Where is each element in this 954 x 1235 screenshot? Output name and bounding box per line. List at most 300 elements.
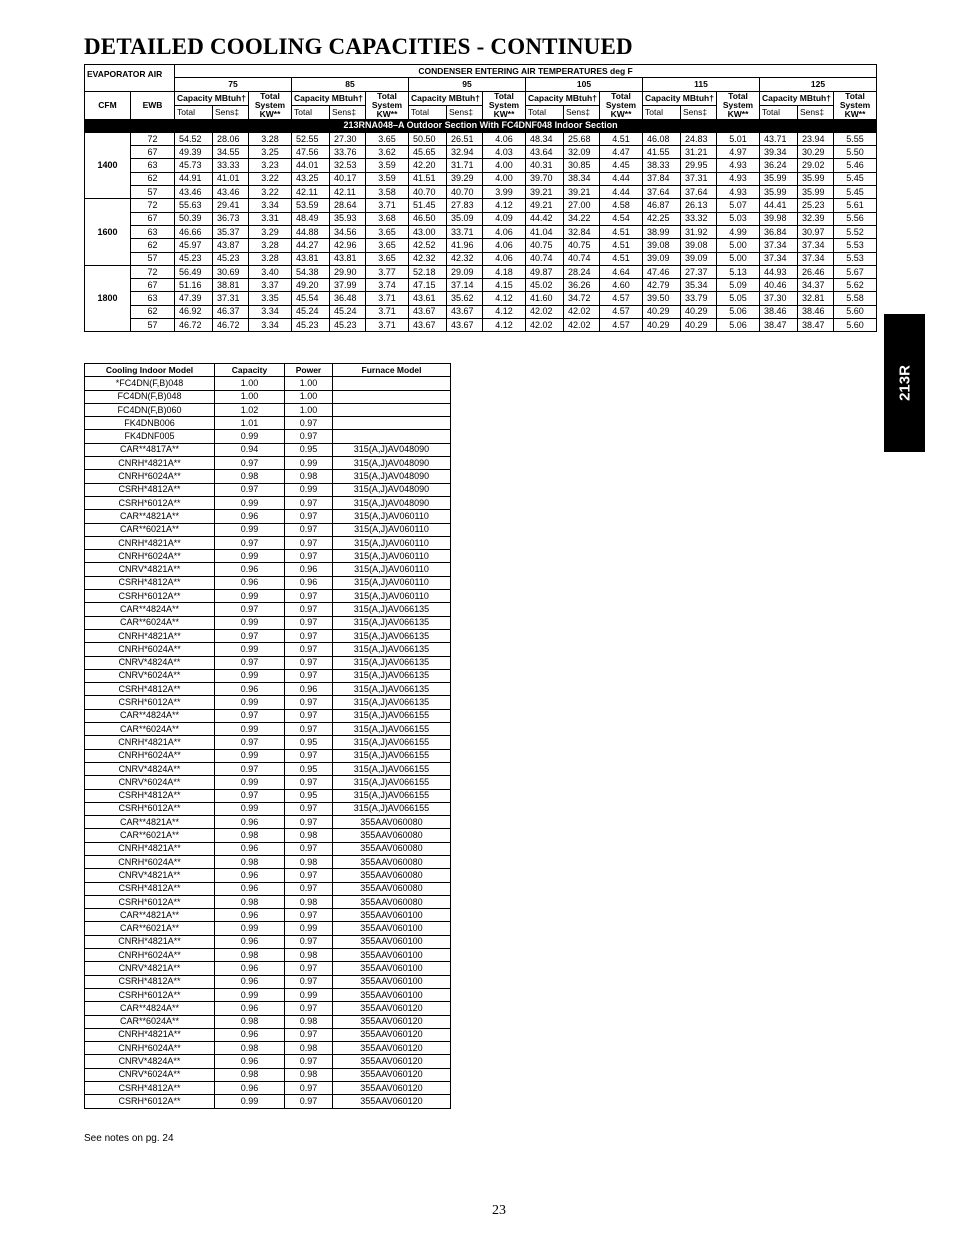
value-cell: 43.81: [292, 252, 330, 265]
value-cell: 37.64: [681, 186, 717, 199]
value-cell: 38.47: [760, 319, 798, 332]
value-cell: 38.81: [213, 279, 249, 292]
model-cell: 315(A,J)AV060110: [333, 523, 451, 536]
value-cell: 3.68: [366, 212, 409, 225]
ewb-cell: 63: [131, 292, 175, 305]
value-cell: 4.60: [600, 279, 643, 292]
value-cell: 3.22: [249, 172, 292, 185]
model-cell: CSRH*4812A**: [85, 789, 215, 802]
value-cell: 42.02: [564, 319, 600, 332]
value-cell: 38.46: [798, 305, 834, 318]
value-cell: 27.37: [681, 265, 717, 278]
model-cell: 0.96: [215, 1002, 285, 1015]
model-cell: 355AAV060100: [333, 975, 451, 988]
model-cell: 0.98: [285, 949, 333, 962]
model-cell: 0.97: [285, 496, 333, 509]
model-cell: 0.96: [215, 576, 285, 589]
model-cell: 0.97: [285, 643, 333, 656]
model-cell: 0.98: [285, 895, 333, 908]
model-cell: 0.96: [215, 1055, 285, 1068]
value-cell: 4.00: [483, 159, 526, 172]
model-cell: FK4DNB006: [85, 417, 215, 430]
value-cell: 3.25: [249, 146, 292, 159]
total-system-kw-header: Total System KW**: [249, 91, 292, 119]
model-cell: CSRH*4812A**: [85, 483, 215, 496]
value-cell: 4.54: [600, 212, 643, 225]
table-row: [85, 643, 451, 656]
model-cell: 0.99: [285, 988, 333, 1001]
value-cell: 42.02: [526, 305, 564, 318]
model-cell: 0.98: [215, 1042, 285, 1055]
value-cell: 4.51: [600, 239, 643, 252]
table-row: [85, 199, 877, 212]
model-cell: [333, 390, 451, 403]
sens-header: Sens‡: [564, 105, 600, 119]
ewb-cell: 72: [131, 199, 175, 212]
temperature-header-row: [85, 78, 877, 91]
table-row: [85, 159, 877, 172]
value-cell: 46.37: [213, 305, 249, 318]
value-cell: 3.22: [249, 186, 292, 199]
model-cell: 355AAV060120: [333, 1068, 451, 1081]
value-cell: 5.58: [834, 292, 877, 305]
ewb-cell: 67: [131, 279, 175, 292]
model-cell: 0.97: [285, 629, 333, 642]
value-cell: 3.62: [366, 146, 409, 159]
section-title: 213RNA048–A Outdoor Section With FC4DNF048 Indoor Section: [85, 119, 877, 132]
value-cell: 38.47: [798, 319, 834, 332]
value-cell: 4.06: [483, 225, 526, 238]
value-cell: 53.59: [292, 199, 330, 212]
value-cell: 3.23: [249, 159, 292, 172]
value-cell: 3.99: [483, 186, 526, 199]
model-cell: 0.96: [215, 935, 285, 948]
model-cell: 0.97: [285, 909, 333, 922]
model-cell: 315(A,J)AV066135: [333, 603, 451, 616]
value-cell: 42.02: [564, 305, 600, 318]
model-cell: 0.97: [285, 749, 333, 762]
value-cell: 3.77: [366, 265, 409, 278]
model-cell: 0.96: [285, 563, 333, 576]
model-cell: 0.98: [215, 1015, 285, 1028]
value-cell: 3.34: [249, 319, 292, 332]
table-row: [85, 842, 451, 855]
table-row: [85, 225, 877, 238]
model-cell: 0.97: [285, 603, 333, 616]
model-cell: 0.97: [215, 709, 285, 722]
value-cell: 39.09: [681, 252, 717, 265]
value-cell: 25.23: [798, 199, 834, 212]
value-cell: 43.00: [409, 225, 447, 238]
total-header: Total: [175, 105, 213, 119]
value-cell: 4.18: [483, 265, 526, 278]
value-cell: 3.59: [366, 159, 409, 172]
model-cell: 0.98: [285, 1042, 333, 1055]
value-cell: 43.67: [447, 319, 483, 332]
model-cell: 0.96: [285, 683, 333, 696]
model-cell: 315(A,J)AV048090: [333, 496, 451, 509]
value-cell: 3.58: [366, 186, 409, 199]
ewb-header: EWB: [131, 91, 175, 119]
model-cell: 315(A,J)AV066135: [333, 696, 451, 709]
value-cell: 3.28: [249, 252, 292, 265]
model-cell: 0.96: [285, 576, 333, 589]
value-cell: 46.92: [175, 305, 213, 318]
table-row: [85, 132, 877, 145]
table-row: [85, 696, 451, 709]
model-cell: CNRH*6024A**: [85, 470, 215, 483]
value-cell: 27.00: [564, 199, 600, 212]
value-cell: 32.09: [564, 146, 600, 159]
model-cell: 0.97: [215, 656, 285, 669]
table-row: [85, 430, 451, 443]
value-cell: 5.67: [834, 265, 877, 278]
model-cell: 315(A,J)AV060110: [333, 510, 451, 523]
model-cell: 1.00: [285, 377, 333, 390]
table-row: [85, 239, 877, 252]
ewb-cell: 67: [131, 212, 175, 225]
value-cell: 41.96: [447, 239, 483, 252]
capacity-header: Capacity MBtuh†: [526, 91, 600, 105]
model-cell: 0.99: [285, 457, 333, 470]
model-cell: 0.97: [215, 629, 285, 642]
model-cell: 315(A,J)AV066155: [333, 736, 451, 749]
model-cell: 355AAV060080: [333, 855, 451, 868]
value-cell: 3.34: [249, 305, 292, 318]
model-cell: 0.97: [215, 483, 285, 496]
table-row: [85, 1095, 451, 1108]
model-cell: 0.97: [215, 536, 285, 549]
model-cell: 315(A,J)AV066135: [333, 629, 451, 642]
model-cell: *FC4DN(F,B)048: [85, 377, 215, 390]
value-cell: 3.35: [249, 292, 292, 305]
value-cell: 4.57: [600, 319, 643, 332]
model-cell: 355AAV060100: [333, 962, 451, 975]
value-cell: 4.57: [600, 292, 643, 305]
table-row: [85, 1028, 451, 1041]
side-tab-label: 213R: [896, 365, 913, 401]
section-title-row: [85, 119, 877, 132]
model-cell: CNRH*6024A**: [85, 855, 215, 868]
table-row: [85, 470, 451, 483]
model-cell: CAR**6024A**: [85, 616, 215, 629]
value-cell: 5.05: [717, 292, 760, 305]
value-cell: 45.97: [175, 239, 213, 252]
model-cell: 0.96: [215, 869, 285, 882]
table-row: [85, 212, 877, 225]
model-cell: CNRH*4821A**: [85, 736, 215, 749]
value-cell: 45.23: [213, 252, 249, 265]
value-cell: 44.41: [760, 199, 798, 212]
model-cell: 0.97: [285, 935, 333, 948]
value-cell: 46.66: [175, 225, 213, 238]
model-cell: 355AAV060120: [333, 1082, 451, 1095]
value-cell: 44.91: [175, 172, 213, 185]
value-cell: 35.99: [760, 186, 798, 199]
value-cell: 34.37: [798, 279, 834, 292]
value-cell: 5.62: [834, 279, 877, 292]
model-cell: 0.97: [285, 417, 333, 430]
model-cell: CNRH*4821A**: [85, 457, 215, 470]
value-cell: 4.47: [600, 146, 643, 159]
model-cell: 0.98: [215, 949, 285, 962]
value-cell: 5.53: [834, 252, 877, 265]
model-cell: 0.97: [285, 536, 333, 549]
model-cell: 0.96: [215, 909, 285, 922]
value-cell: 3.34: [249, 199, 292, 212]
model-cell: 0.97: [285, 869, 333, 882]
value-cell: 4.97: [717, 146, 760, 159]
value-cell: 43.61: [409, 292, 447, 305]
value-cell: 4.93: [717, 159, 760, 172]
value-cell: 45.65: [409, 146, 447, 159]
value-cell: 4.12: [483, 292, 526, 305]
model-cell: CAR**6024A**: [85, 723, 215, 736]
value-cell: 30.29: [798, 146, 834, 159]
value-cell: 3.37: [249, 279, 292, 292]
value-cell: 37.31: [213, 292, 249, 305]
model-column-header: Capacity: [215, 364, 285, 377]
model-cell: 355AAV060120: [333, 1028, 451, 1041]
model-cell: 0.99: [215, 523, 285, 536]
capacity-header: Capacity MBtuh†: [760, 91, 834, 105]
value-cell: 42.32: [447, 252, 483, 265]
model-cell: 0.97: [285, 975, 333, 988]
model-cell: 0.96: [215, 683, 285, 696]
value-cell: 43.67: [409, 305, 447, 318]
table-row: [85, 669, 451, 682]
value-cell: 55.63: [175, 199, 213, 212]
value-cell: 47.15: [409, 279, 447, 292]
value-cell: 34.72: [564, 292, 600, 305]
page-title: DETAILED COOLING CAPACITIES - CONTINUED: [84, 34, 633, 59]
value-cell: 48.49: [292, 212, 330, 225]
model-cell: 315(A,J)AV066155: [333, 802, 451, 815]
ewb-cell: 72: [131, 132, 175, 145]
model-cell: 355AAV060120: [333, 1015, 451, 1028]
ewb-cell: 63: [131, 159, 175, 172]
model-cell: 0.97: [285, 696, 333, 709]
value-cell: 39.98: [760, 212, 798, 225]
value-cell: 5.60: [834, 305, 877, 318]
table-row: [85, 895, 451, 908]
value-cell: 5.56: [834, 212, 877, 225]
value-cell: 44.01: [292, 159, 330, 172]
model-cell: 0.95: [285, 736, 333, 749]
value-cell: 42.79: [643, 279, 681, 292]
model-cell: 0.96: [215, 842, 285, 855]
capacity-header: Capacity MBtuh†: [409, 91, 483, 105]
model-cell: 0.97: [285, 1055, 333, 1068]
value-cell: 45.54: [292, 292, 330, 305]
table-row: [85, 319, 877, 332]
ewb-cell: 62: [131, 239, 175, 252]
value-cell: 4.06: [483, 132, 526, 145]
value-cell: 40.46: [760, 279, 798, 292]
model-cell: 0.97: [285, 1028, 333, 1041]
model-cell: 315(A,J)AV048090: [333, 483, 451, 496]
model-cell: FC4DN(F,B)048: [85, 390, 215, 403]
value-cell: 34.56: [330, 225, 366, 238]
value-cell: 41.51: [409, 172, 447, 185]
model-cell: 315(A,J)AV066155: [333, 789, 451, 802]
value-cell: 42.20: [409, 159, 447, 172]
value-cell: 40.31: [526, 159, 564, 172]
table-row: [85, 776, 451, 789]
value-cell: 4.51: [600, 225, 643, 238]
model-cell: [333, 377, 451, 390]
value-cell: 37.34: [760, 239, 798, 252]
model-cell: 355AAV060100: [333, 909, 451, 922]
value-cell: 39.34: [760, 146, 798, 159]
value-cell: 29.41: [213, 199, 249, 212]
value-cell: 33.76: [330, 146, 366, 159]
table-row: [85, 749, 451, 762]
value-cell: 43.71: [760, 132, 798, 145]
value-cell: 42.32: [409, 252, 447, 265]
model-cell: 0.99: [215, 922, 285, 935]
model-cell: 0.97: [285, 816, 333, 829]
value-cell: 45.24: [330, 305, 366, 318]
model-cell: 355AAV060080: [333, 882, 451, 895]
value-cell: 35.62: [447, 292, 483, 305]
model-cell: 0.95: [285, 789, 333, 802]
model-cell: CSRH*4812A**: [85, 975, 215, 988]
model-cell: 0.99: [215, 749, 285, 762]
value-cell: 4.93: [717, 186, 760, 199]
value-cell: 39.08: [643, 239, 681, 252]
model-cell: 0.99: [285, 483, 333, 496]
model-cell: 0.99: [215, 430, 285, 443]
value-cell: 45.23: [292, 319, 330, 332]
table-row: [85, 523, 451, 536]
capacity-header: Capacity MBtuh†: [643, 91, 717, 105]
model-cell: FK4DNF005: [85, 430, 215, 443]
model-cell: CAR**4817A**: [85, 443, 215, 456]
value-cell: 35.09: [447, 212, 483, 225]
value-cell: 5.01: [717, 132, 760, 145]
model-cell: 315(A,J)AV066135: [333, 656, 451, 669]
value-cell: 46.72: [213, 319, 249, 332]
model-cell: CSRH*4812A**: [85, 1082, 215, 1095]
value-cell: 42.25: [643, 212, 681, 225]
ewb-cell: 57: [131, 319, 175, 332]
model-cell: CAR**4821A**: [85, 909, 215, 922]
value-cell: 32.53: [330, 159, 366, 172]
value-cell: 31.71: [447, 159, 483, 172]
model-cell: 0.97: [285, 776, 333, 789]
value-cell: 54.38: [292, 265, 330, 278]
table-row: [85, 576, 451, 589]
value-cell: 42.52: [409, 239, 447, 252]
value-cell: 3.71: [366, 319, 409, 332]
model-cell: 0.99: [285, 922, 333, 935]
value-cell: 33.79: [681, 292, 717, 305]
value-cell: 5.45: [834, 186, 877, 199]
model-cell: CNRV*6024A**: [85, 1068, 215, 1081]
model-cell: CNRH*6024A**: [85, 749, 215, 762]
model-cell: 0.97: [215, 457, 285, 470]
value-cell: 49.21: [526, 199, 564, 212]
value-cell: 4.44: [600, 172, 643, 185]
value-cell: 43.81: [330, 252, 366, 265]
value-cell: 3.71: [366, 305, 409, 318]
model-cell: 315(A,J)AV060110: [333, 576, 451, 589]
model-cell: CAR**4821A**: [85, 510, 215, 523]
table-row: [85, 816, 451, 829]
value-cell: 30.69: [213, 265, 249, 278]
model-cell: CSRH*6012A**: [85, 496, 215, 509]
value-cell: 4.06: [483, 239, 526, 252]
capacity-header: Capacity MBtuh†: [292, 91, 366, 105]
model-cell: CSRH*6012A**: [85, 988, 215, 1001]
model-cell: CAR**6024A**: [85, 1015, 215, 1028]
table-row: [85, 510, 451, 523]
model-cell: CNRH*6024A**: [85, 1042, 215, 1055]
side-tab: [884, 314, 925, 452]
value-cell: 40.70: [409, 186, 447, 199]
value-cell: 41.01: [213, 172, 249, 185]
model-cell: 0.99: [215, 1095, 285, 1108]
model-cell: CNRH*6024A**: [85, 550, 215, 563]
value-cell: 4.45: [600, 159, 643, 172]
value-cell: 3.65: [366, 132, 409, 145]
table-row: [85, 483, 451, 496]
value-cell: 5.07: [717, 199, 760, 212]
value-cell: 40.74: [564, 252, 600, 265]
value-cell: 5.50: [834, 146, 877, 159]
model-cell: CNRH*4821A**: [85, 629, 215, 642]
total-header: Total: [526, 105, 564, 119]
value-cell: 32.84: [564, 225, 600, 238]
value-cell: 5.46: [834, 159, 877, 172]
value-cell: 37.34: [760, 252, 798, 265]
model-cell: 355AAV060100: [333, 922, 451, 935]
value-cell: 41.60: [526, 292, 564, 305]
value-cell: 40.74: [526, 252, 564, 265]
value-cell: 26.51: [447, 132, 483, 145]
model-cell: CNRH*4821A**: [85, 935, 215, 948]
value-cell: 37.14: [447, 279, 483, 292]
temp-header: 115: [643, 78, 760, 91]
model-cell: 0.97: [285, 669, 333, 682]
table-row: [85, 186, 877, 199]
value-cell: 29.02: [798, 159, 834, 172]
value-cell: 49.87: [526, 265, 564, 278]
total-header: Total: [292, 105, 330, 119]
model-cell: 315(A,J)AV060110: [333, 550, 451, 563]
model-cell: 355AAV060080: [333, 842, 451, 855]
table-row: [85, 855, 451, 868]
model-cell: CAR**6021A**: [85, 829, 215, 842]
table-row: [85, 1055, 451, 1068]
cfm-cell: 1600: [85, 199, 131, 265]
temp-header: 105: [526, 78, 643, 91]
model-cell: 355AAV060120: [333, 1042, 451, 1055]
model-cell: 1.00: [285, 390, 333, 403]
value-cell: 4.06: [483, 252, 526, 265]
table-row: [85, 550, 451, 563]
value-cell: 27.83: [447, 199, 483, 212]
value-cell: 36.26: [564, 279, 600, 292]
value-cell: 43.87: [213, 239, 249, 252]
table-row: [85, 305, 877, 318]
value-cell: 3.31: [249, 212, 292, 225]
model-cell: CNRH*4821A**: [85, 1028, 215, 1041]
model-cell: 355AAV060120: [333, 1002, 451, 1015]
value-cell: 3.28: [249, 132, 292, 145]
model-cell: CSRH*4812A**: [85, 576, 215, 589]
